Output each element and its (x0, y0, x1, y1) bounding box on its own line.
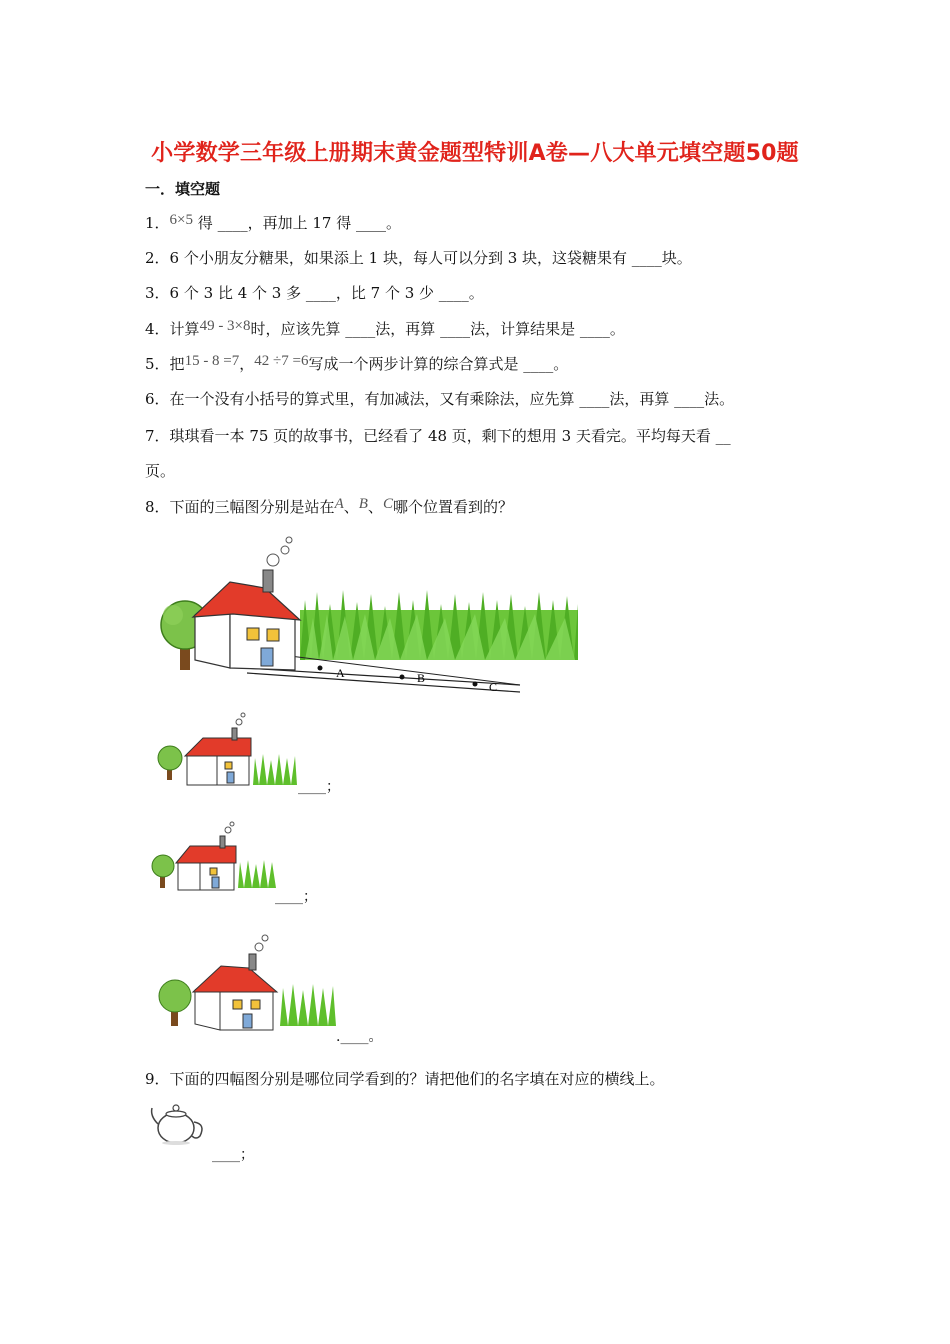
house-icon (185, 713, 251, 785)
section-heading: 一．填空题 (145, 180, 221, 198)
question-6: 6．在一个没有小括号的算式里，有加减法，又有乘除法，应先算 ____法，再算 ____法。 (145, 390, 735, 408)
answer-blank-1[interactable]: ____； (298, 779, 340, 795)
question-1: 1．6×5 得 ____，再加上 17 得 ____。 (145, 212, 401, 232)
answer-blank-q9-1[interactable]: ____； (212, 1147, 254, 1163)
question-7-continued: 页。 (145, 462, 176, 480)
math-expression: 15 - 8 =7 (184, 353, 240, 369)
grass-icon (300, 590, 578, 660)
question-4: 4．计算49 - 3×8时，应该先算 ____法，再算 ____法，计算结果是 ____。 (145, 318, 625, 338)
math-expression: 42 ÷7 =6 (254, 353, 309, 369)
question-9: 9．下面的四幅图分别是哪位同学看到的？请把他们的名字填在对应的横线上。 (145, 1070, 665, 1088)
answer-blank-3[interactable]: .____。 (336, 1029, 383, 1045)
point-c-label: C (489, 680, 498, 694)
math-expression: 6×5 (169, 212, 194, 228)
question-7: 7．琪琪看一本 75 页的故事书，已经看了 48 页，剩下的想用 3 天看完。平均每天看 __ (145, 427, 731, 445)
view-picture-1 (155, 710, 300, 790)
grass-icon (238, 860, 276, 888)
house-icon (176, 822, 236, 890)
view-picture-2 (150, 820, 280, 895)
tree-icon (158, 746, 182, 780)
house-icon (193, 935, 277, 1030)
point-b-label: B (417, 671, 426, 685)
grass-icon (280, 984, 336, 1026)
tree-icon (152, 855, 174, 888)
house-scene-image (155, 530, 585, 700)
point-a-label: A (336, 666, 345, 680)
question-3: 3．6 个 3 比 4 个 3 多 ____，比 7 个 3 少 ____。 (145, 284, 484, 302)
page-title: 小学数学三年级上册期末黄金题型特训A卷—八大单元填空题50题 (151, 141, 799, 166)
view-picture-3 (155, 930, 340, 1035)
question-5: 5．把15 - 8 =7，42 ÷7 =6写成一个两步计算的综合算式是 ____。 (145, 353, 569, 373)
answer-blank-2[interactable]: ____； (275, 889, 317, 905)
math-expression: 49 - 3×8 (199, 318, 251, 334)
question-2: 2．6 个小朋友分糖果，如果添上 1 块，每人可以分到 3 块，这袋糖果有 ____块。 (145, 249, 692, 267)
tree-icon (159, 980, 191, 1026)
teapot-icon (148, 1100, 210, 1150)
house-icon (193, 537, 300, 670)
question-8: 8．下面的三幅图分别是站在A、B、C哪个位置看到的？ (145, 496, 513, 516)
grass-icon (253, 754, 297, 785)
